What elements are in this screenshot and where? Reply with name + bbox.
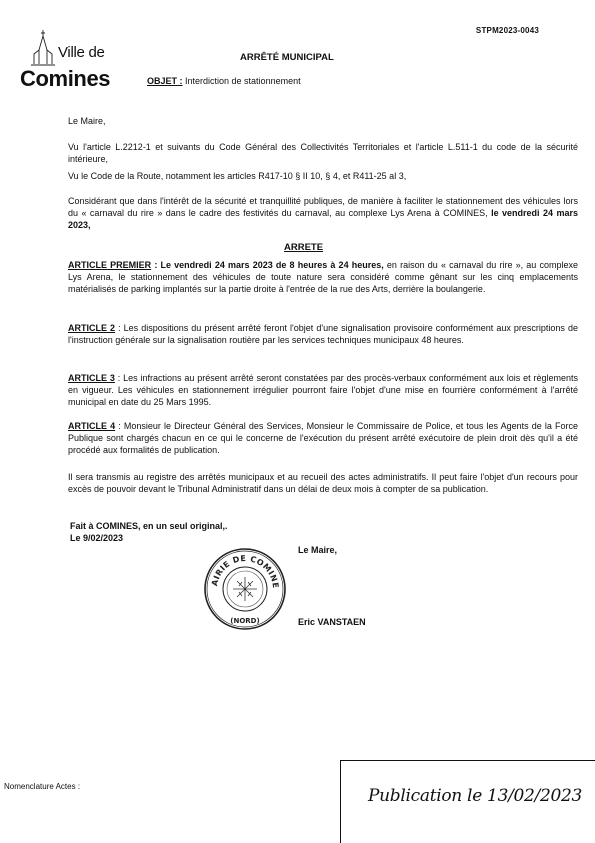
- logo-ville-de: Ville de: [58, 44, 105, 61]
- logo-comines: Comines: [20, 66, 111, 91]
- le-maire-heading: Le Maire,: [68, 116, 106, 126]
- considerant-text: Considérant que dans l'intérêt de la sécurité et tranquillité publiques, de manière à faciliter le stationnement des véhicules lors du « carnaval du rire » dans le cadre des festivités du carnaval, au complexe Lys Arena à COMINES,: [68, 196, 578, 218]
- article-2-text: : Les dispositions du présent arrêté feront l'objet d'une signalisation provisoire conformément aux prescriptions de l'instruction générale sur la signalisation routière par les services techniques municipaux 48 heures.: [68, 323, 578, 345]
- article-3-text: : Les infractions au présent arrêté seront constatées par des procès-verbaux conformément aux lois et règlements en vigueur. Les véhicules en stationnement irrégulier pourront faire l'objet d'une mise en fourrière conformément à l'arrêté municipal en date du 25 Mars 1995.: [68, 373, 578, 407]
- svg-text:(NORD): (NORD): [230, 617, 260, 625]
- ville-de-comines-logo: [20, 30, 130, 92]
- document-title: ARRÊTÉ MUNICIPAL: [240, 52, 334, 63]
- article-2: [68, 322, 578, 346]
- signature-name: Eric VANSTAEN: [298, 617, 366, 627]
- considerant-date: le vendredi 24 mars 2023,: [68, 208, 578, 230]
- stamp-seal: [202, 546, 288, 632]
- document-reference: STPM2023-0043: [475, 26, 539, 35]
- article-3-label: ARTICLE 3: [68, 373, 115, 383]
- signature-title: Le Maire,: [298, 545, 338, 555]
- arrete-heading: ARRETE: [284, 242, 324, 253]
- considerant: [68, 195, 578, 231]
- article-4-label: ARTICLE 4: [68, 421, 116, 431]
- publication-handwritten: Publication le 13/02/2023: [368, 786, 583, 806]
- article-3: [68, 372, 578, 408]
- article-4: [68, 420, 578, 456]
- article-premier-text: en raison du « carnaval du rire », au complexe Lys Arena, le stationnement des véhicules de toute nature sera considéré comme gênant sur les cinq emplacements matérialisés de parking implantés sur la partie droite à l'entrée de la rue des Arts, derrière la boulangerie.: [68, 260, 578, 294]
- nomenclature-actes: Nomenclature Actes :: [4, 782, 81, 791]
- signature-date: Le 9/02/2023: [70, 533, 124, 543]
- fait-a-comines: Fait à COMINES, en un seul original,.: [70, 521, 228, 531]
- objet-text: Interdiction de stationnement: [182, 76, 301, 86]
- article-4-text: : Monsieur le Directeur Général des Services, Monsieur le Commissaire de Police, et tous les Agents de la Force Publique sont chargés chacun en ce qui le concerne de l'exécution du présent arrêté exécutoire de plein droit dès qu'il a été procédé aux formalités de publication.: [68, 421, 578, 455]
- article-premier: [68, 259, 578, 295]
- objet-line: [147, 76, 301, 86]
- church-icon: [30, 30, 56, 66]
- mairie-stamp: [202, 546, 288, 632]
- svg-text:MAIRIE DE COMINES: AIRIE DE COMINE: [210, 553, 281, 589]
- article-premier-date: : Le vendredi 24 mars 2023 de 8 heures à 24 heures,: [151, 260, 384, 270]
- article-premier-label: ARTICLE PREMIER: [68, 260, 152, 270]
- objet-label: OBJET :: [147, 76, 183, 86]
- vu-code-route: Vu le Code de la Route, notamment les articles R417-10 § II 10, § 4, et R411-25 al 3,: [68, 171, 407, 181]
- vu-code-general: Vu l'article L.2212-1 et suivants du Code Général des Collectivités Territoriales et l'article L.511-1 du code de la sécurité intérieure,: [68, 142, 578, 164]
- article-2-label: ARTICLE 2: [68, 323, 116, 333]
- transmission-paragraph: Il sera transmis au registre des arrêtés municipaux et au recueil des actes administratifs. Il peut faire l'objet d'un recours pour excès de pouvoir devant le Tribunal Administratif dans un délai de deux mois à compter de sa publication.: [68, 472, 578, 494]
